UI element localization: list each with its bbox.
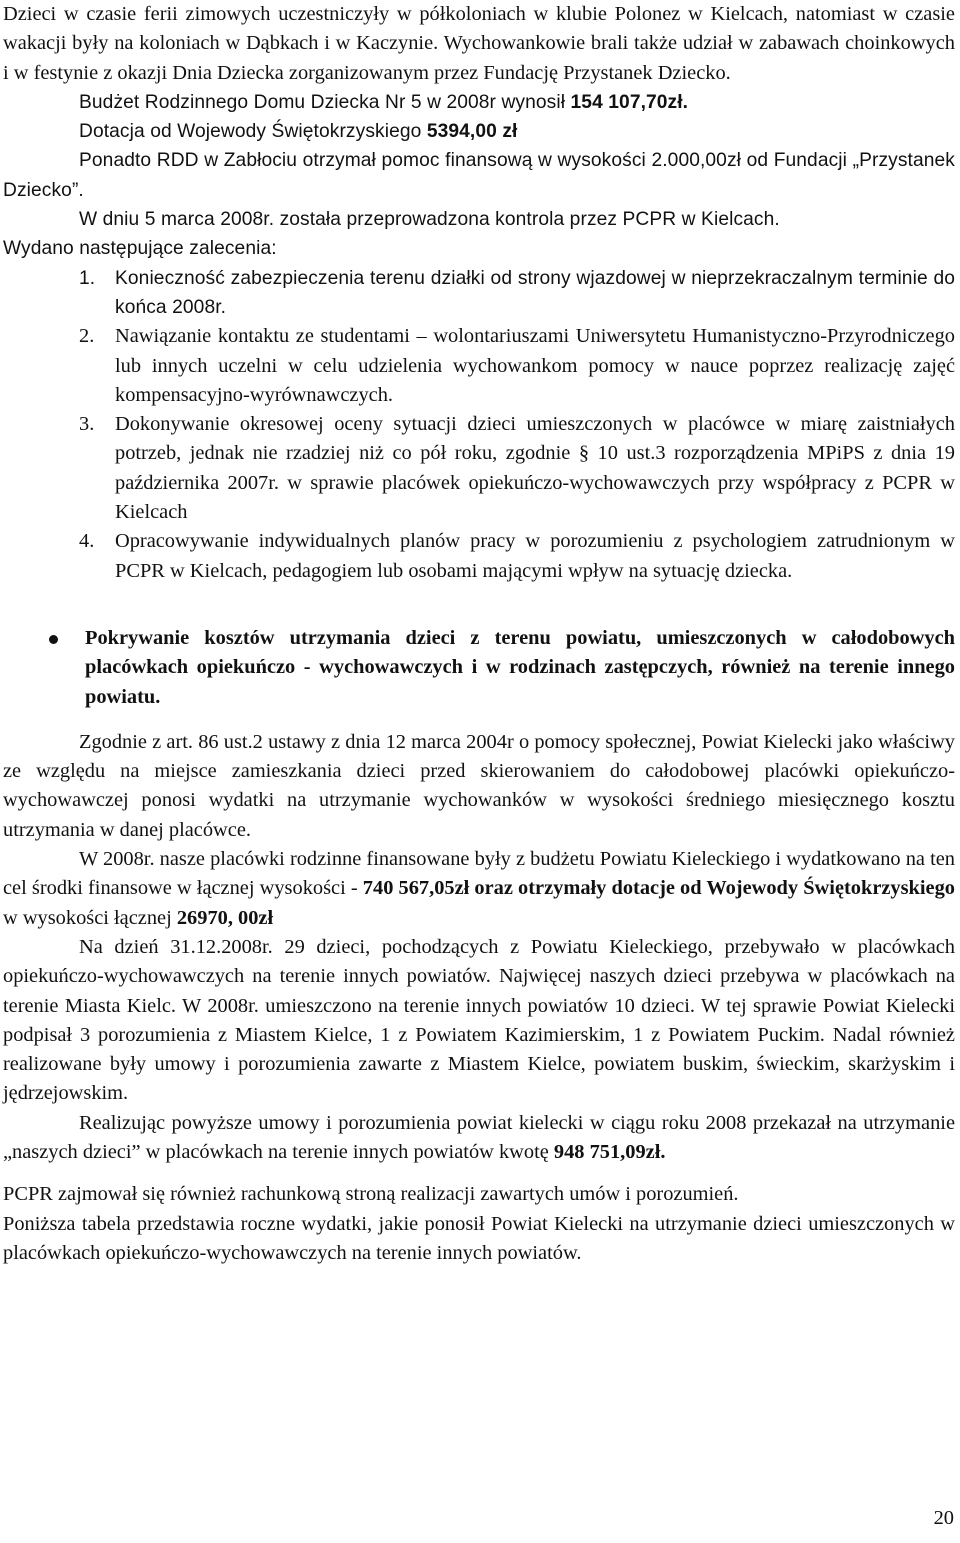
zalecenia-intro: Wydano następujące zalecenia:	[3, 238, 277, 260]
spacer	[3, 1167, 955, 1180]
recommendation-text: Opracowywanie indywidualnych planów pracy w porozumieniu z psychologiem zatrudnionym w PCPR w Kielcach, pedagogiem lub osobami mającymi wpływ na sytuację dziecka.	[115, 530, 955, 582]
recommendation-number: 1.	[79, 267, 96, 289]
recommendations-list	[3, 264, 955, 586]
ponadto-paragraph: Ponadto RDD w Zabłociu otrzymał pomoc finansową w wysokości 2.000,00zł od Fundacji „Przystanek Dziecko”.	[3, 150, 955, 201]
recommendation-item	[79, 527, 955, 586]
budget-value: 154 107,70zł.	[570, 91, 689, 113]
recommendation-text: Nawiązanie kontaktu ze studentami – wolontariuszami Uniwersytetu Humanistyczno-Przyrodniczego lub innych uczelni w celu udzielenia wychowankom pomocy w nauce poprzez realizację zajęć kompensacyjno-wyrównawczych.	[115, 325, 955, 406]
recommendation-item	[79, 410, 955, 527]
recommendation-text: Konieczność zabezpieczenia terenu działki od strony wjazdowej w nieprzekraczalnym terminie do końca 2008r.	[115, 267, 955, 318]
body-paragraph-6: Poniższa tabela przedstawia roczne wydatki, jakie ponosił Powiat Kielecki na utrzymanie dzieci umieszczonych w placówkach opiekuńczo-wychowawczych na terenie innych powiatów.	[3, 1212, 955, 1264]
document-page	[3, 0, 955, 1268]
body-paragraph-2	[3, 845, 955, 933]
page-number: 20	[933, 1506, 954, 1529]
spacer	[3, 712, 955, 728]
dotacja-line	[3, 117, 955, 146]
body-p2-text-2: w wysokości łącznej	[3, 906, 172, 929]
bullet-icon	[49, 635, 58, 644]
dotacja-value: 5394,00 zł	[426, 121, 518, 143]
section-heading	[3, 624, 955, 712]
body-paragraph-4	[3, 1109, 955, 1168]
recommendation-text: Dokonywanie okresowej oceny sytuacji dzieci umieszczonych w placówce w miarę zaistniałych potrzeb, jednak nie rzadziej niż co pół roku, zgodnie § 10 ust.3 rozporządzenia MPiPS z dnia 19 października 2007r. w sprawie placówek opiekuńczo-wychowawczych przy współpracy z PCPR w Kielcach	[115, 413, 955, 524]
budget-text: Budżet Rodzinnego Domu Dziecka Nr 5 w 2008r wynosił	[79, 91, 566, 113]
recommendation-number: 3.	[79, 413, 95, 436]
recommendation-item	[79, 264, 955, 323]
body-paragraph-3: Na dzień 31.12.2008r. 29 dzieci, pochodzących z Powiatu Kieleckiego, przebywało w placówkach opiekuńczo-wychowawczych na terenie innych powiatów. Najwięcej naszych dzieci przebywa w placówkach na terenie Miasta Kielc. W 2008r. umieszczono na terenie innych powiatów 10 dzieci. W tej sprawie Powiat Kielecki podpisał 3 porozumienia z Miastem Kielce, 1 z Powiatem Kazimierskim, 1 z Powiatem Puckim. Nadal również realizowane były umowy i porozumienia zawarte z Miastem Kielce, powiatem buskim, świeckim, skarżyskim i jędrzejowskim.	[3, 935, 955, 1105]
dotacja-text: Dotacja od Wojewody Świętokrzyskiego	[79, 121, 422, 143]
body-p4-text: Realizując powyższe umowy i porozumienia powiat kielecki w ciągu roku 2008 przekazał na utrzymanie „naszych dzieci” w placówkach na terenie innych powiatów kwotę	[3, 1111, 955, 1163]
dotacja-amount: 26970, 00zł	[176, 906, 274, 929]
budget-line	[3, 88, 955, 117]
recommendation-item	[79, 322, 955, 410]
section-heading-text: Pokrywanie kosztów utrzymania dzieci z terenu powiatu, umieszczonych w całodobowych placówkach opiekuńczo - wychowawczych i w rodzinach zastępczych, również na terenie innego powiatu.	[85, 626, 955, 708]
kontrola-line: W dniu 5 marca 2008r. została przeprowadzona kontrola przez PCPR w Kielcach.	[79, 209, 780, 231]
intro-paragraph: Dzieci w czasie ferii zimowych uczestniczyły w półkoloniach w klubie Polonez w Kielcach, natomiast w czasie wakacji były na koloniach w Dąbkach i w Kaczynie. Wychowankowie brali także udział w zabawach choinkowych i w festynie z okazji Dnia Dziecka zorganizowanym przez Fundację Przystanek Dziecko.	[3, 3, 955, 84]
recommendation-number: 2.	[79, 325, 95, 348]
recommendation-number: 4.	[79, 530, 95, 553]
transfer-amount: 948 751,09zł.	[553, 1140, 666, 1163]
body-paragraph-1: Zgodnie z art. 86 ust.2 ustawy z dnia 12 marca 2004r o pomocy społecznej, Powiat Kielecki jako właściwy ze względu na miejsce zamieszkania dzieci przed skierowaniem do całodobowej placówki opiekuńczo-wychowawczej ponosi wydatki na utrzymanie wychowanków w wysokości średniego miesięcznego kosztu utrzymania w danej placówce.	[3, 730, 955, 841]
body-p2-text: W 2008r. nasze placówki rodzinne finansowane były z budżetu Powiatu Kieleckiego i wydatkowano na ten cel środki finansowe w łącznej wysokości -	[3, 848, 955, 900]
body-paragraph-5: PCPR zajmował się również rachunkową stroną realizacji zawartych umów i porozumień.	[3, 1183, 739, 1206]
expenditure-amount: 740 567,05zł oraz otrzymały dotacje od Wojewody Świętokrzyskiego	[362, 877, 956, 900]
